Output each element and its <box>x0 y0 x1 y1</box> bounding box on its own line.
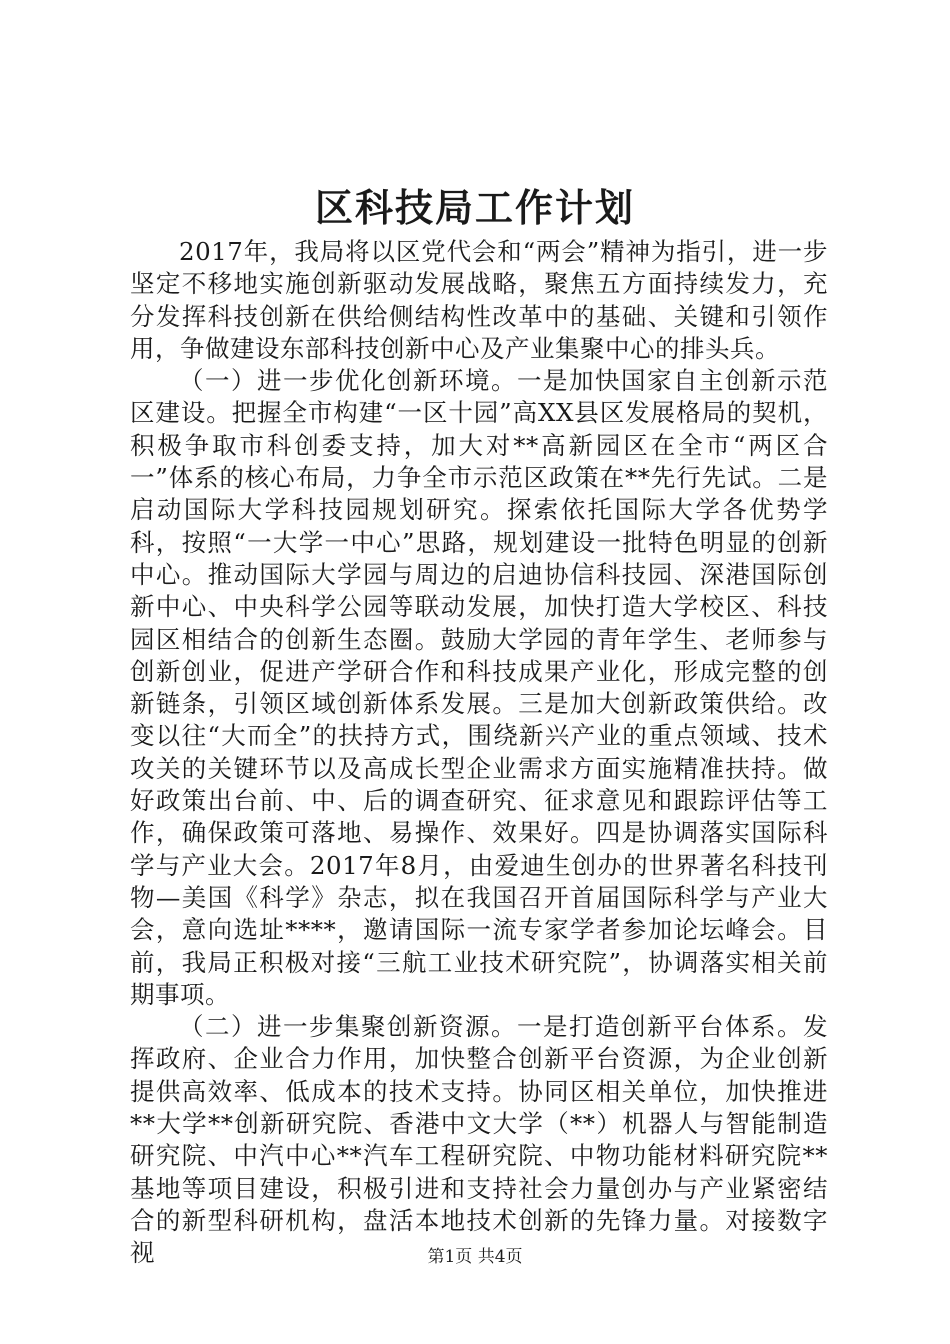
document-title: 区科技局工作计划 <box>314 185 635 230</box>
document-body <box>130 236 828 1270</box>
paragraph-section-1: （一）进一步优化创新环境。一是加快国家自主创新示范区建设。把握全市构建“一区十园”高XX县区发展格局的契机，积极争取市科创委支持，加大对**高新园区在全市“两区合一”体系的核心布局，力争全市示范区政策在**先行先试。二是启动国际大学科技园规划研究。探索依托国际大学各优势学科，按照“一大学一中心”思路，规划建设一批特色明显的创新中心。推动国际大学园与周边的启迪协信科技园、深港国际创新中心、中央科学公园等联动发展，加快打造大学校区、科技园区相结合的创新生态圈。鼓励大学园的青年学生、老师参与创新创业，促进产学研合作和科技成果产业化，形成完整的创新链条，引领区域创新体系发展。三是加大创新政策供给。改变以往“大而全”的扶持方式，围绕新兴产业的重点领域、技术攻关的关键环节以及高成长型企业需求方面实施精准扶持。做好政策出台前、中、后的调查研究、征求意见和跟踪评估等工作，确保政策可落地、易操作、效果好。四是协调落实国际科学与产业大会。2017年8月，由爱迪生创办的世界著名科技刊物—美国《科学》杂志，拟在我国召开首届国际科学与产业大会，意向选址****，邀请国际一流专家学者参加论坛峰会。目前，我局正积极对接“三航工业技术研究院”，协调落实相关前期事项。 <box>130 366 828 1009</box>
page-number-footer: 第1页 共4页 <box>427 1247 523 1267</box>
paragraph-intro: 2017年，我局将以区党代会和“两会”精神为指引，进一步坚定不移地实施创新驱动发展战略，聚焦五方面持续发力，充分发挥科技创新在供给侧结构性改革中的基础、关键和引领作用，争做建设东部科技创新中心及产业集聚中心的排头兵。 <box>130 237 828 363</box>
paragraph-section-2: （二）进一步集聚创新资源。一是打造创新平台体系。发挥政府、企业合力作用，加快整合创新平台资源，为企业创新提供高效率、低成本的技术支持。协同区相关单位，加快推进**大学**创新研究院、香港中文大学（**）机器人与智能制造研究院、中汽中心**汽车工程研究院、中物功能材料研究院**基地等项目建设，积极引进和支持社会力量创办与产业紧密结合的新型科研机构，盘活本地技术创新的先锋力量。对接数字视 <box>130 1012 828 1268</box>
